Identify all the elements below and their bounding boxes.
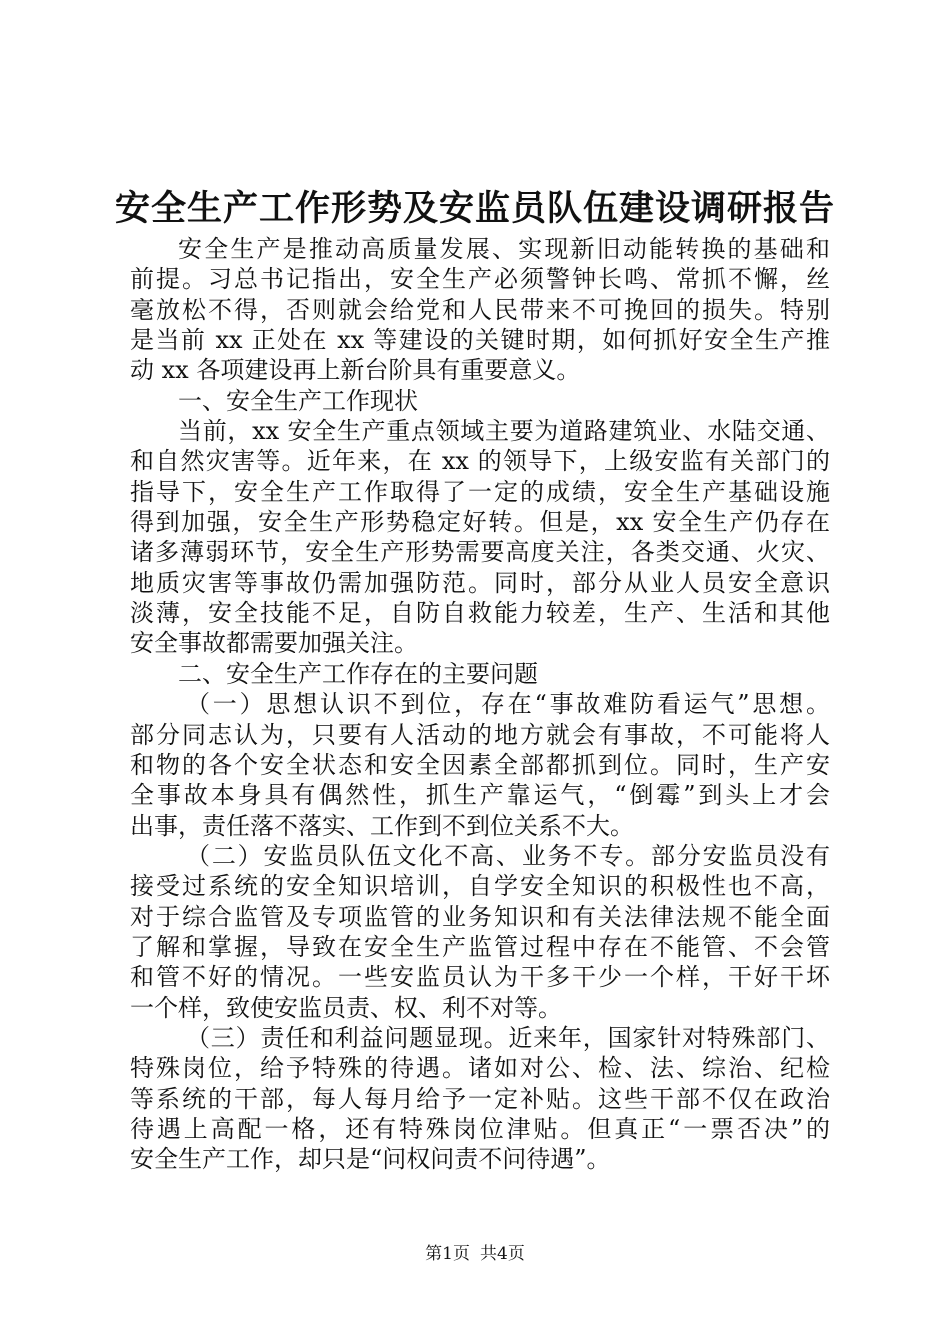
text-line: 特殊岗位，给予特殊的待遇。诸如对公、检、法、综治、纪检 (130, 1054, 830, 1083)
text-line: 一个样，致使安监员责、权、利不对等。 (130, 993, 562, 1022)
text-line: 等系统的干部，每人每月给予一定补贴。这些干部不仅在政治 (130, 1084, 830, 1113)
text-line: 接受过系统的安全知识培训，自学安全知识的积极性也不高， (130, 872, 830, 901)
text-line: 了解和掌握，导致在安全生产监管过程中存在不能管、不会管 (130, 932, 830, 961)
text-line: 部分同志认为，只要有人活动的地方就会有事故，不可能将人 (130, 720, 830, 749)
text-line: 和自然灾害等。近年来，在 xx 的领导下，上级安监有关部门的 (130, 447, 830, 476)
text-line: （三）责任和利益问题显现。近来年，国家针对特殊部门、 (186, 1023, 830, 1052)
text-line: 待遇上高配一格，还有特殊岗位津贴。但真正“一票否决”的 (130, 1114, 830, 1143)
text-line: 指导下，安全生产工作取得了一定的成绩，安全生产基础设施 (130, 477, 830, 506)
text-line: 得到加强，安全生产形势稳定好转。但是，xx 安全生产仍存在 (130, 508, 830, 537)
text-line: （二）安监员队伍文化不高、业务不专。部分安监员没有 (186, 841, 830, 870)
document-body (130, 234, 830, 1175)
text-line: 当前，xx 安全生产重点领域主要为道路建筑业、水陆交通、 (178, 417, 830, 446)
text-line: 动 xx 各项建设再上新台阶具有重要意义。 (130, 356, 581, 385)
text-line: 安全生产是推动高质量发展、实现新旧动能转换的基础和 (178, 235, 830, 263)
document-title: 安全生产工作形势及安监员队伍建设调研报告 (114, 188, 835, 229)
text-line: 全事故本身具有偶然性，抓生产靠运气，“倒霉”到头上才会 (130, 781, 830, 810)
text-line: 二、安全生产工作存在的主要问题 (178, 659, 538, 688)
text-line: 和管不好的情况。一些安监员认为干多干少一个样，干好干坏 (130, 963, 830, 992)
text-line: 毫放松不得，否则就会给党和人民带来不可挽回的损失。特别 (130, 295, 830, 324)
text-line: 是当前 xx 正处在 xx 等建设的关键时期，如何抓好安全生产推 (130, 326, 830, 355)
text-line: 和物的各个安全状态和安全因素全部都抓到位。同时，生产安 (130, 750, 830, 779)
text-line: 安全事故都需要加强关注。 (130, 629, 418, 658)
page-footer (0, 1242, 950, 1266)
text-line: 一、安全生产工作现状 (178, 386, 418, 415)
page-total: 共4页 (480, 1244, 525, 1264)
text-line: 诸多薄弱环节，安全生产形势需要高度关注，各类交通、火灾、 (130, 538, 830, 567)
text-line: 淡薄，安全技能不足，自防自救能力较差，生产、生活和其他 (130, 599, 830, 628)
text-line: 对于综合监管及专项监管的业务知识和有关法律法规不能全面 (130, 902, 830, 931)
text-line: 前提。习总书记指出，安全生产必须警钟长鸣、常抓不懈，丝 (130, 265, 830, 294)
text-line: 安全生产工作，却只是“问权问责不问待遇”。 (130, 1145, 611, 1174)
text-line: （一）思想认识不到位，存在“事故难防看运气”思想。 (186, 690, 830, 719)
page-number: 第1页 (425, 1244, 470, 1264)
text-line: 地质灾害等事故仍需加强防范。同时，部分从业人员安全意识 (130, 568, 830, 597)
text-line: 出事，责任落不落实、工作到不到位关系不大。 (130, 811, 634, 840)
